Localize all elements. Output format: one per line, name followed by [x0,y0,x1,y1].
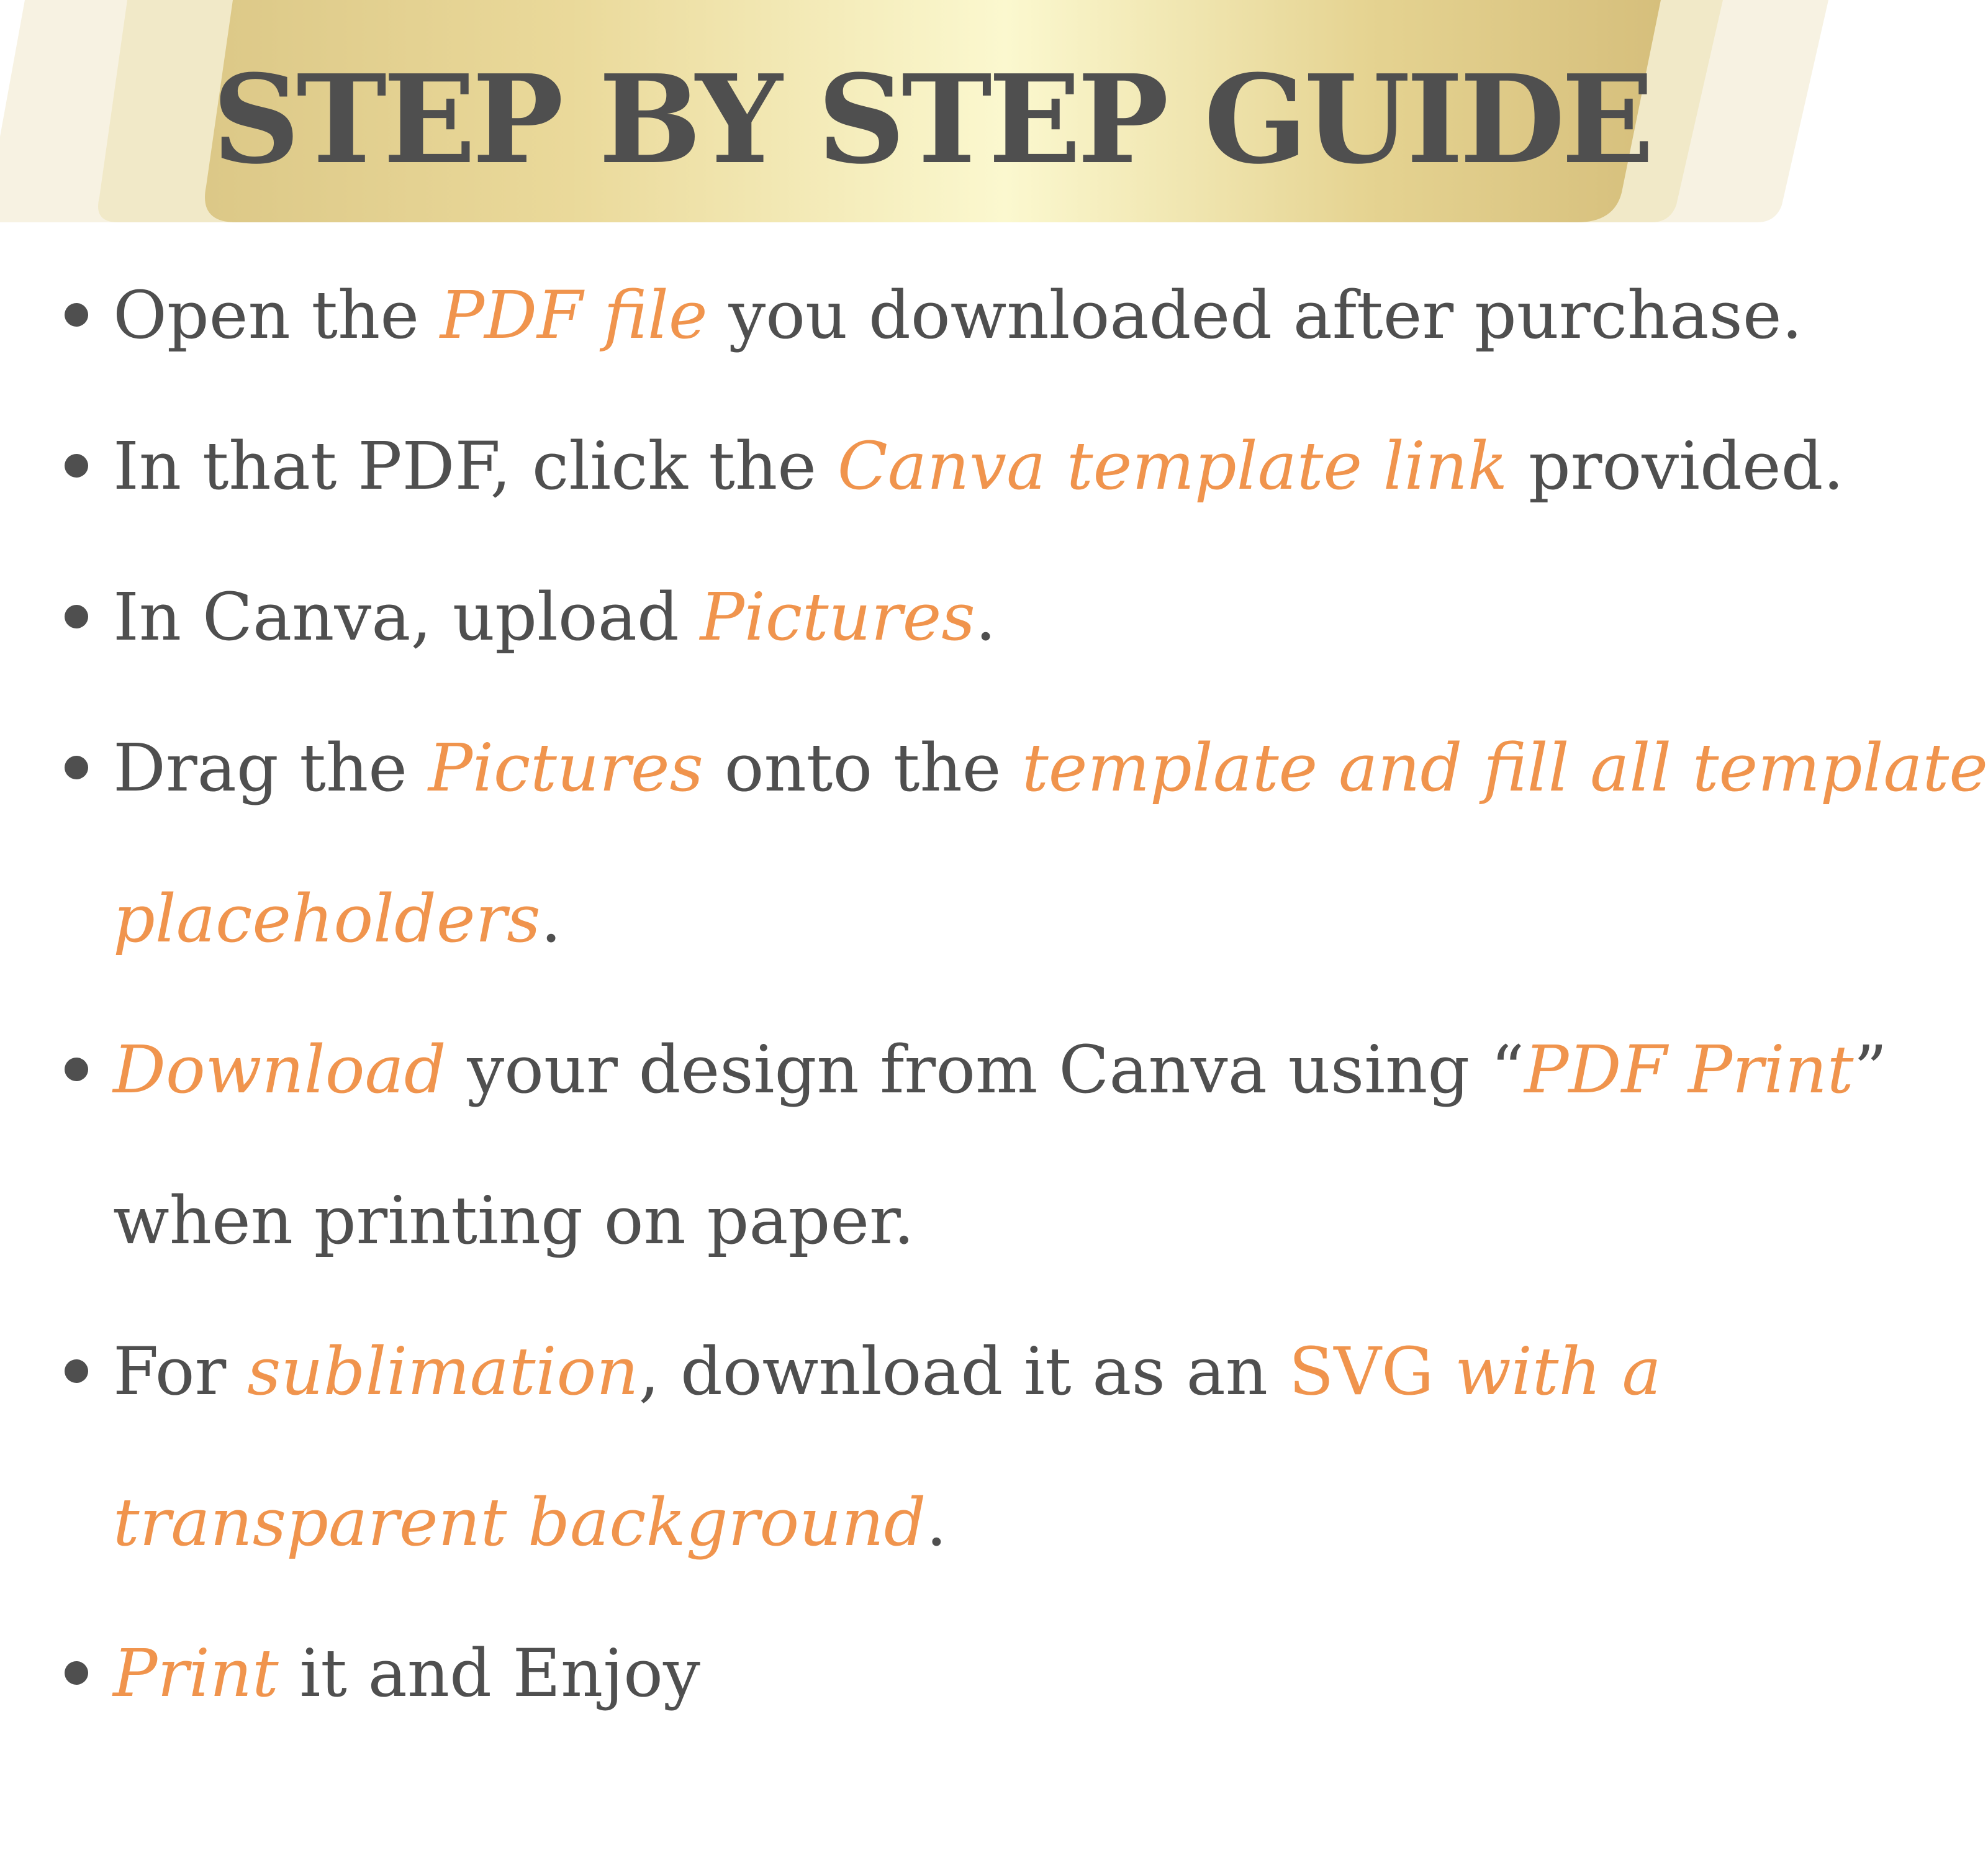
list-item [0,542,1863,692]
step-text: For [113,1333,247,1410]
bullet-icon [65,1058,88,1081]
step-text: it and Enjoy [278,1635,700,1711]
step-text: ” [1853,1031,1887,1108]
step-text: onto the [703,730,1023,806]
list-item [0,391,1863,542]
bullet-icon [65,303,88,327]
bullet-icon [65,1661,88,1685]
bullet-icon [65,756,88,779]
step-highlight: Pictures [428,730,703,806]
step-text: , download it as an [638,1333,1289,1410]
step-highlight: transparent background [113,1484,926,1561]
list-item [0,1296,1863,1598]
list-item [0,1598,1863,1749]
step-highlight: PDF file [440,277,708,353]
steps-list [0,240,1988,1749]
bullet-icon [65,605,88,628]
step-text: . [540,881,562,957]
step-highlight: Print [113,1635,279,1711]
step-highlight: Download [113,1031,446,1108]
page-title: STEP BY STEP GUIDE [212,48,1651,191]
step-text: In Canva, upload [113,579,700,655]
step-highlight: Canva template link [837,428,1508,504]
step-text: your design from Canva using “ [446,1031,1525,1108]
step-text: . [926,1484,947,1561]
step-text: In that PDF, click the [113,428,838,504]
step-text: . [975,579,996,655]
step-highlight: Pictures [700,579,975,655]
step-highlight: sublimation [246,1333,639,1410]
bullet-icon [65,1359,88,1383]
step-highlight: template and fill all template [1022,730,1988,806]
step-highlight: placeholders [113,881,541,957]
step-highlight: PDF Print [1524,1031,1854,1108]
list-item [0,994,1887,1296]
step-highlight: with a [1434,1333,1661,1410]
step-text: you downloaded after purchase. [707,277,1803,353]
step-text: Drag the [113,730,428,806]
bullet-icon [65,454,88,478]
list-item [0,692,1988,994]
step-text: provided. [1507,428,1845,504]
list-item [0,240,1863,391]
step-highlight: SVG [1288,1333,1434,1410]
step-text: when printing on paper. [113,1182,915,1259]
step-text: Open the [113,277,440,353]
